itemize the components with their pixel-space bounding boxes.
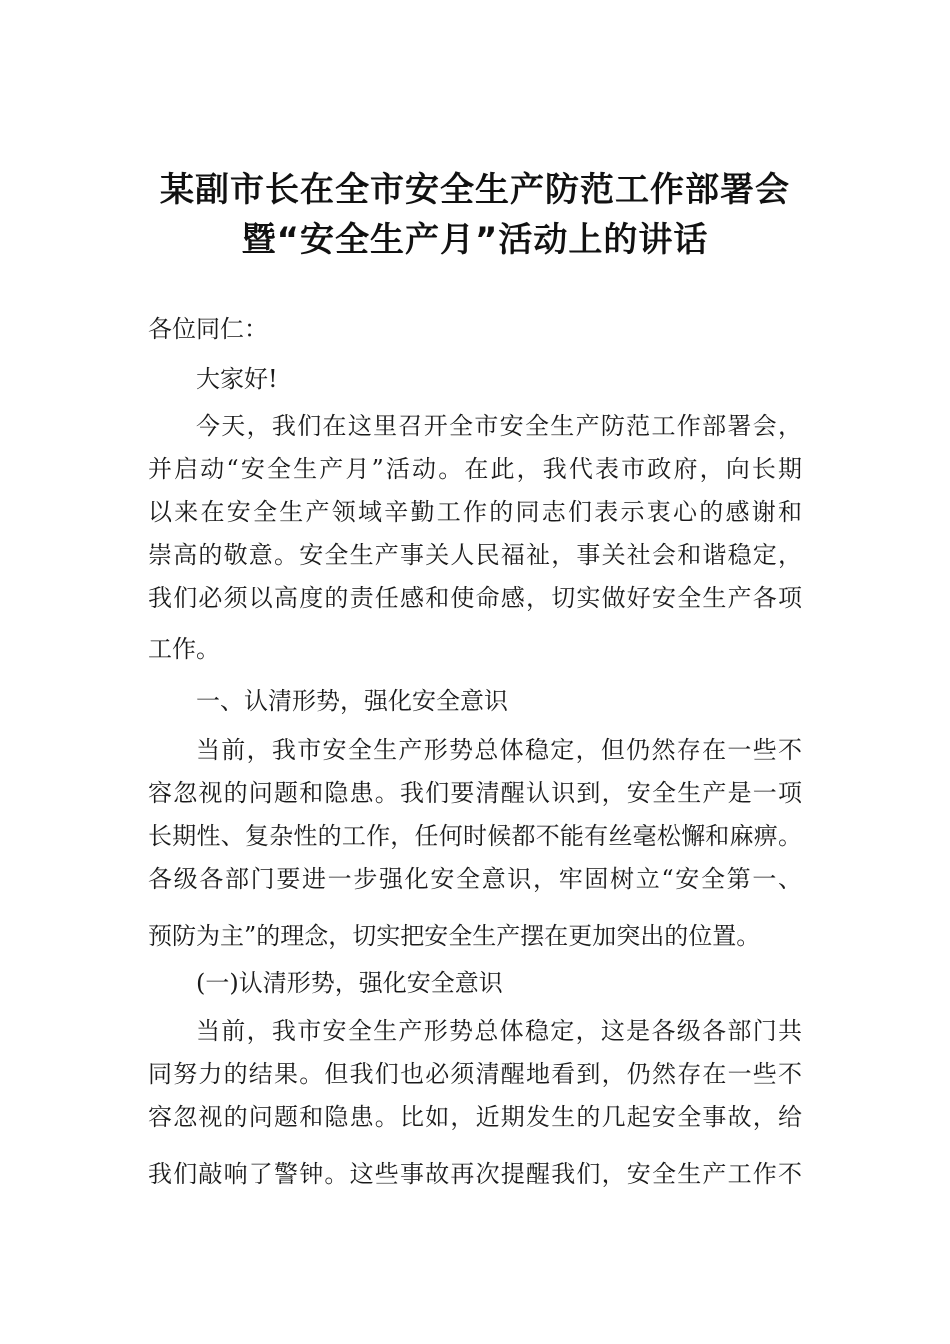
paragraph-1-line-4: 崇高的敬意。安全生产事关人民福祉，事关社会和谐稳定， — [148, 541, 802, 569]
paragraph-3-line-2: 同努力的结果。但我们也必须清醒地看到，仍然存在一些不 — [148, 1060, 802, 1088]
paragraph-2-line-4: 各级各部门要进一步强化安全意识，牢固树立“安全第一、 — [148, 865, 802, 893]
paragraph-1-line-5: 我们必须以高度的责任感和使命感，切实做好安全生产各项 — [148, 584, 802, 612]
paragraph-2-line-5: 预防为主”的理念，切实把安全生产摆在更加突出的位置。 — [148, 922, 761, 950]
paragraph-3-line-3: 容忽视的问题和隐患。比如，近期发生的几起安全事故，给 — [148, 1103, 802, 1131]
paragraph-2-line-1: 当前，我市安全生产形势总体稳定，但仍然存在一些不 — [196, 736, 802, 764]
salutation: 各位同仁： — [148, 315, 268, 343]
paragraph-1-line-3: 以来在安全生产领域辛勤工作的同志们表示衷心的感谢和 — [148, 498, 802, 526]
paragraph-1-line-1: 今天，我们在这里召开全市安全生产防范工作部署会， — [196, 412, 802, 440]
paragraph-2-line-3: 长期性、复杂性的工作，任何时候都不能有丝毫松懈和麻痹。 — [148, 822, 802, 850]
document-title-line-2: 暨“安全生产月”活动上的讲话 — [241, 220, 709, 260]
subsection-heading-1: (一)认清形势，强化安全意识 — [196, 969, 503, 997]
greeting: 大家好! — [196, 365, 278, 393]
paragraph-3-line-4: 我们敲响了警钟。这些事故再次提醒我们，安全生产工作不 — [148, 1160, 802, 1188]
paragraph-1-line-2: 并启动“安全生产月”活动。在此，我代表市政府，向长期 — [148, 455, 802, 483]
paragraph-1-line-6: 工作。 — [148, 635, 220, 663]
document-title-line-1: 某副市长在全市安全生产防范工作部署会 — [160, 170, 790, 210]
paragraph-3-line-1: 当前，我市安全生产形势总体稳定，这是各级各部门共 — [196, 1017, 802, 1045]
paragraph-2-line-2: 容忽视的问题和隐患。我们要清醒认识到，安全生产是一项 — [148, 779, 802, 807]
section-heading-1: 一、认清形势，强化安全意识 — [196, 687, 508, 715]
